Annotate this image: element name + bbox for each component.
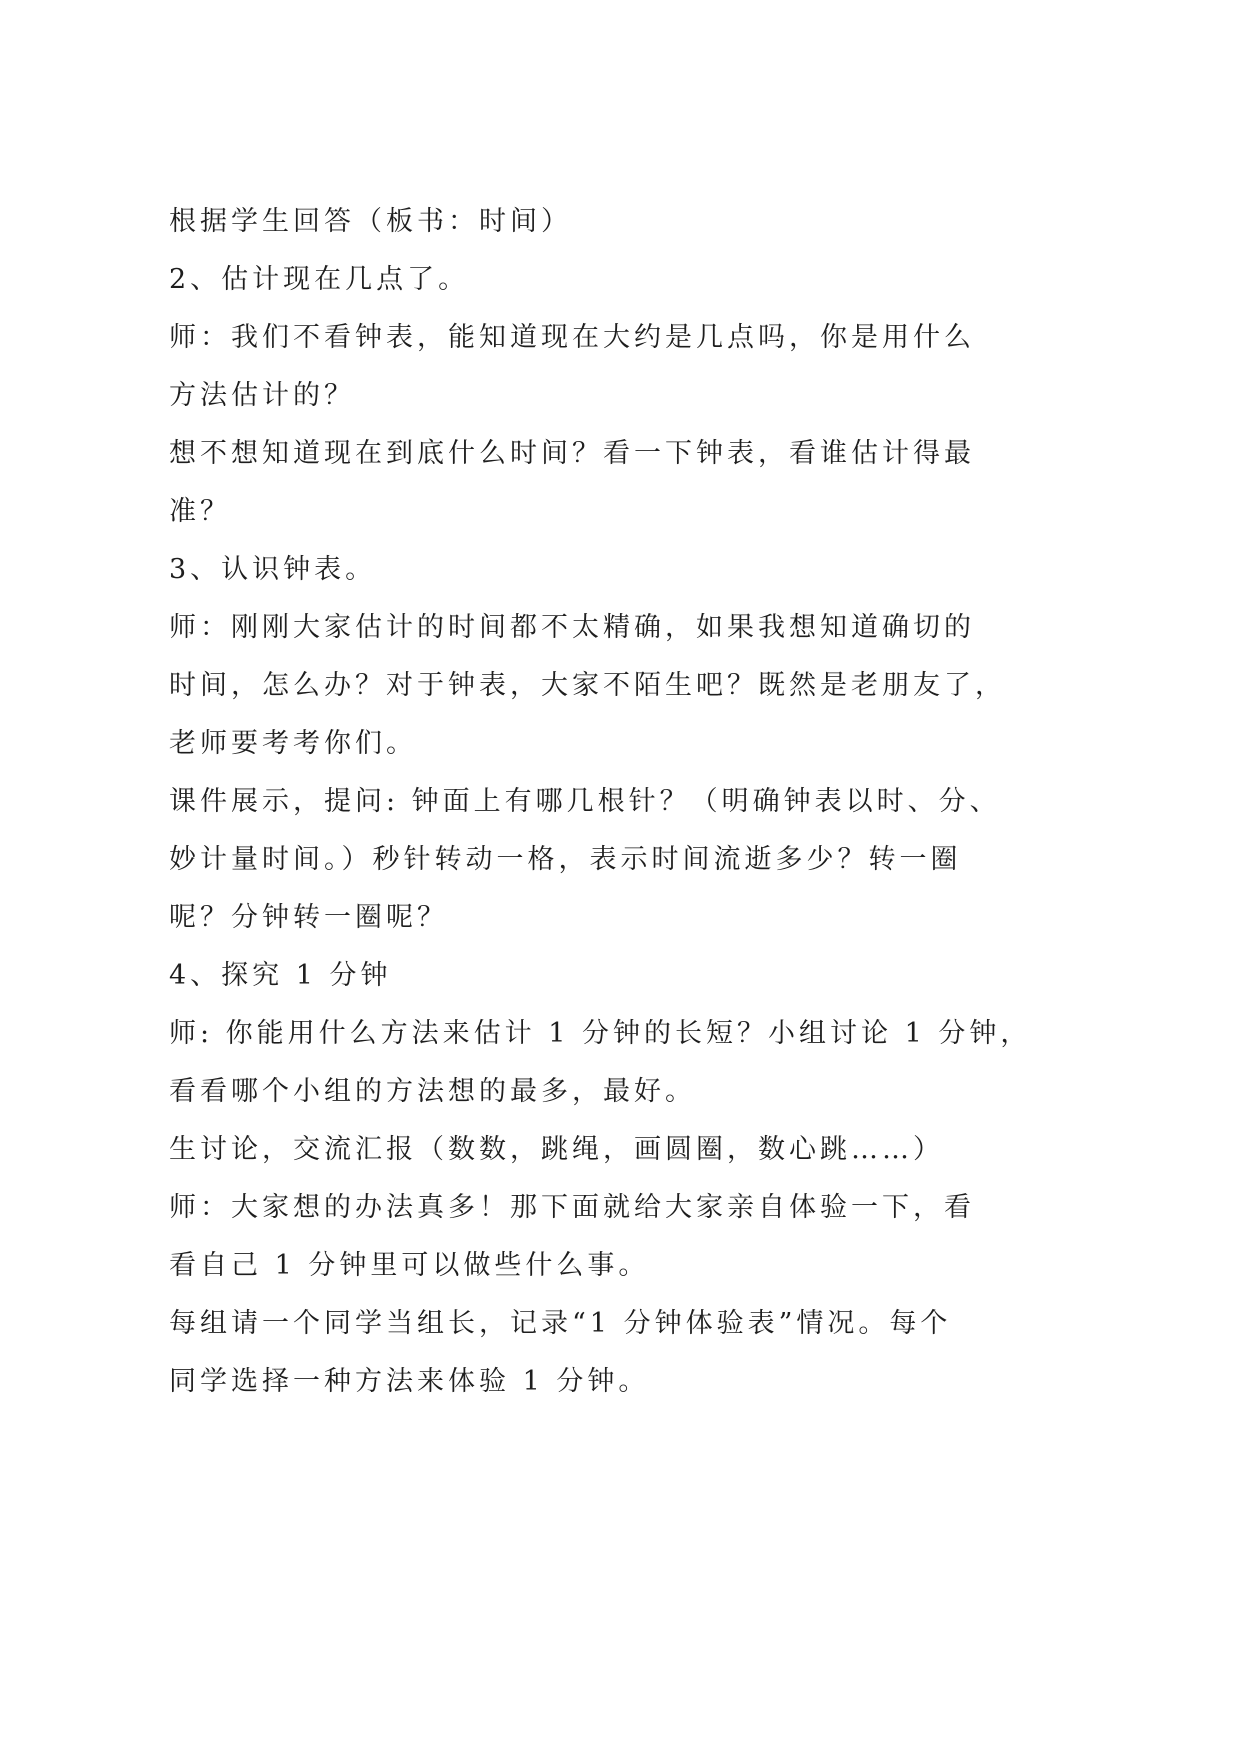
text-line: 同学选择一种方法来体验 1 分钟。 <box>169 1366 650 1397</box>
section-heading: 2、估计现在几点了。 <box>169 264 470 295</box>
text-line: 想不想知道现在到底什么时间？看一下钟表，看谁估计得最 <box>169 438 975 469</box>
text-line: 生讨论，交流汇报（数数，跳绳，画圆圈，数心跳……） <box>169 1134 944 1165</box>
text-line: 妙计量时间。）秒针转动一格，表示时间流逝多少？转一圈 <box>169 844 962 875</box>
text-line: 呢？分钟转一圈呢？ <box>169 902 448 933</box>
text-line: 方法估计的？ <box>169 380 355 411</box>
section-heading: 4、探究 1 分钟 <box>169 960 392 991</box>
text-line: 时间，怎么办？对于钟表，大家不陌生吧？既然是老朋友了， <box>169 670 1006 701</box>
section-heading: 3、认识钟表。 <box>169 554 377 585</box>
text-line: 老师要考考你们。 <box>169 728 417 759</box>
text-line: 看自己 1 分钟里可以做些什么事。 <box>169 1250 650 1281</box>
text-line: 师：大家想的办法真多！那下面就给大家亲自体验一下，看 <box>169 1192 975 1223</box>
text-line: 师：刚刚大家估计的时间都不太精确，如果我想知道确切的 <box>169 612 975 643</box>
text-line: 师：我们不看钟表，能知道现在大约是几点吗，你是用什么 <box>169 322 975 353</box>
text-line: 根据学生回答（板书：时间） <box>169 206 572 237</box>
text-line: 每组请一个同学当组长，记录“1 分钟体验表”情况。每个 <box>169 1308 952 1339</box>
text-line: 看看哪个小组的方法想的最多，最好。 <box>169 1076 696 1107</box>
text-line: 课件展示，提问: 钟面上有哪几根针？（明确钟表以时、分、 <box>169 786 1001 817</box>
text-line: 师: 你能用什么方法来估计 1 分钟的长短？小组讨论 1 分钟， <box>169 1018 1032 1049</box>
text-line: 准？ <box>169 496 231 527</box>
